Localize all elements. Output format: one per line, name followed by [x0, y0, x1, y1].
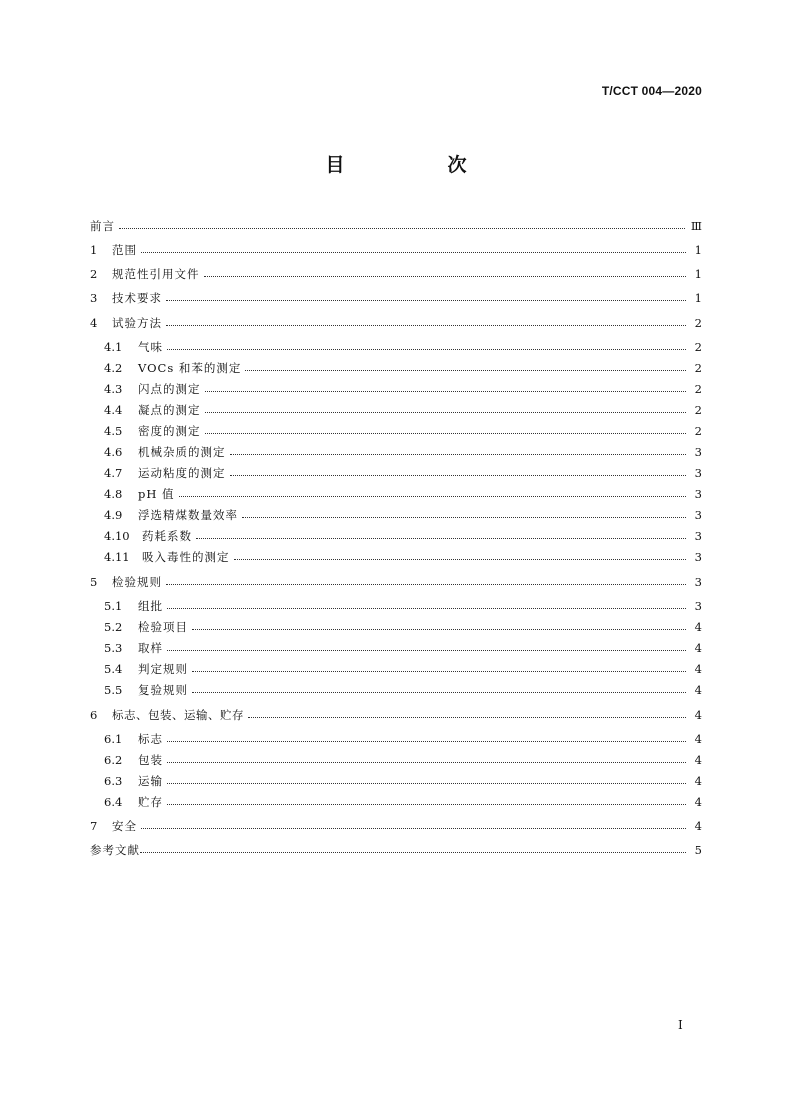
- toc-page: 4: [694, 620, 702, 634]
- toc-entry-3[interactable]: [90, 288, 702, 308]
- toc-number: 4.6: [104, 445, 123, 459]
- toc-label: VOCs 和苯的测定: [138, 361, 242, 375]
- toc-label: 规范性引用文件: [112, 267, 200, 281]
- toc-number: 4: [90, 316, 98, 330]
- toc-number: 4.9: [104, 508, 123, 522]
- toc-number: 7: [90, 819, 98, 833]
- dot-leader: [192, 629, 686, 630]
- dot-leader: [140, 852, 686, 853]
- toc-label: 凝点的测定: [138, 403, 201, 417]
- toc-number: 6: [90, 708, 98, 722]
- toc-page: 2: [694, 424, 702, 438]
- toc-page: 2: [694, 361, 702, 375]
- toc-entry-4[interactable]: [90, 313, 702, 333]
- toc-label: 检验规则: [112, 575, 162, 589]
- toc-number: 5.5: [104, 683, 123, 697]
- dot-leader: [167, 783, 686, 784]
- toc-entry-4-7[interactable]: [104, 463, 702, 483]
- toc-label: 标志: [138, 732, 163, 746]
- dot-leader: [166, 325, 686, 326]
- toc-entry-4-3[interactable]: [104, 379, 702, 399]
- toc-page: 2: [694, 403, 702, 417]
- toc-page: 1: [694, 267, 702, 281]
- toc-label: 闪点的测定: [138, 382, 201, 396]
- toc-entry-bibliography[interactable]: [90, 840, 702, 860]
- toc-number: 4.7: [104, 466, 123, 480]
- toc-entry-4-5[interactable]: [104, 421, 702, 441]
- dot-leader: [167, 804, 686, 805]
- dot-leader: [242, 517, 686, 518]
- toc-page: 4: [694, 774, 702, 788]
- dot-leader: [141, 828, 686, 829]
- dot-leader: [230, 454, 687, 455]
- toc-entry-6[interactable]: [90, 705, 702, 725]
- toc-page: 3: [694, 599, 702, 613]
- toc-label: 复验规则: [138, 683, 188, 697]
- dot-leader: [192, 671, 686, 672]
- toc-number: 5.3: [104, 641, 123, 655]
- toc-number: 5.1: [104, 599, 123, 613]
- toc-label: 气味: [138, 340, 163, 354]
- toc-entry-6-3[interactable]: [104, 771, 702, 791]
- dot-leader: [205, 412, 687, 413]
- dot-leader: [204, 276, 687, 277]
- toc-label: 参考文献: [90, 843, 140, 857]
- toc-number: 4.4: [104, 403, 123, 417]
- toc-page: 4: [694, 819, 702, 833]
- toc-label: 技术要求: [112, 291, 162, 305]
- toc-number: 6.1: [104, 732, 123, 746]
- toc-entry-1[interactable]: [90, 240, 702, 260]
- toc-page: 3: [694, 487, 702, 501]
- toc-page: 3: [694, 550, 702, 564]
- toc-entry-foreword[interactable]: [90, 216, 702, 236]
- toc-number: 6.4: [104, 795, 123, 809]
- toc-number: 1: [90, 243, 98, 257]
- toc-page: 4: [694, 795, 702, 809]
- toc-label: 前言: [90, 219, 115, 233]
- dot-leader: [167, 608, 686, 609]
- toc-number: 5.4: [104, 662, 123, 676]
- dot-leader: [196, 538, 686, 539]
- page-number: I: [678, 1018, 683, 1032]
- toc-page: 4: [694, 753, 702, 767]
- dot-leader: [234, 559, 687, 560]
- toc-label: 药耗系数: [142, 529, 192, 543]
- toc-label: 试验方法: [112, 316, 162, 330]
- toc-label: 运输: [138, 774, 163, 788]
- toc-page: 2: [694, 316, 702, 330]
- toc-entry-5-1[interactable]: [104, 596, 702, 616]
- toc-page: 3: [694, 466, 702, 480]
- toc-page: 3: [694, 445, 702, 459]
- toc-label: 检验项目: [138, 620, 188, 634]
- toc-page: 1: [694, 291, 702, 305]
- toc-number: 4.1: [104, 340, 123, 354]
- toc-entry-7[interactable]: [90, 816, 702, 836]
- dot-leader: [167, 650, 686, 651]
- toc-label: 包装: [138, 753, 163, 767]
- toc-entry-5[interactable]: [90, 572, 702, 592]
- toc-page: 4: [694, 641, 702, 655]
- toc-entry-4-1[interactable]: [104, 337, 702, 357]
- toc-page: 4: [694, 662, 702, 676]
- toc-number: 4.5: [104, 424, 123, 438]
- toc-entry-4-11[interactable]: [104, 547, 702, 567]
- toc-page: 2: [694, 382, 702, 396]
- toc-page: 3: [694, 508, 702, 522]
- toc-label: 贮存: [138, 795, 163, 809]
- toc-entry-4-8[interactable]: [104, 484, 702, 504]
- toc-page: 4: [694, 732, 702, 746]
- toc-page: 1: [694, 243, 702, 257]
- toc-number: 4.3: [104, 382, 123, 396]
- toc-number: 6.3: [104, 774, 123, 788]
- toc-label: 吸入毒性的测定: [142, 550, 230, 564]
- dot-leader: [179, 496, 686, 497]
- dot-leader: [205, 391, 687, 392]
- toc-page: 5: [694, 843, 702, 857]
- standard-code: T/CCT 004—2020: [601, 84, 702, 98]
- toc-entry-5-2[interactable]: [104, 617, 702, 637]
- toc-entry-6-2[interactable]: [104, 750, 702, 770]
- toc-label: 取样: [138, 641, 163, 655]
- dot-leader: [205, 433, 687, 434]
- toc-page: 4: [694, 708, 702, 722]
- toc-label: 浮选精煤数量效率: [138, 508, 238, 522]
- toc-entry-6-1[interactable]: [104, 729, 702, 749]
- toc-number: 5: [90, 575, 98, 589]
- dot-leader: [166, 300, 686, 301]
- toc-entry-4-6[interactable]: [104, 442, 702, 462]
- dot-leader: [192, 692, 686, 693]
- toc-page: 4: [694, 683, 702, 697]
- toc-number: 3: [90, 291, 98, 305]
- page-title: 目 次: [325, 154, 509, 176]
- toc-number: 4.8: [104, 487, 123, 501]
- toc-label: 范围: [112, 243, 137, 257]
- toc-page: 2: [694, 340, 702, 354]
- toc-label: 运动粘度的测定: [138, 466, 226, 480]
- toc-label: 安全: [112, 819, 137, 833]
- toc-label: 标志、包装、运输、贮存: [112, 708, 244, 722]
- dot-leader: [141, 252, 686, 253]
- dot-leader: [167, 762, 686, 763]
- toc-number: 6.2: [104, 753, 123, 767]
- dot-leader: [167, 741, 686, 742]
- toc-entry-5-5[interactable]: [104, 680, 702, 700]
- toc-entry-4-2[interactable]: [104, 358, 702, 378]
- toc-entry-4-10[interactable]: [104, 526, 702, 546]
- toc-label: pH 值: [138, 487, 175, 501]
- toc-label: 判定规则: [138, 662, 188, 676]
- dot-leader: [245, 370, 686, 371]
- toc-number: 4.11: [104, 550, 130, 564]
- toc-entry-6-4[interactable]: [104, 792, 702, 812]
- toc-label: 密度的测定: [138, 424, 201, 438]
- toc-label: 组批: [138, 599, 163, 613]
- dot-leader: [119, 228, 685, 229]
- dot-leader: [167, 349, 686, 350]
- toc-entry-2[interactable]: [90, 264, 702, 284]
- toc-entry-4-4[interactable]: [104, 400, 702, 420]
- dot-leader: [248, 717, 686, 718]
- dot-leader: [166, 584, 686, 585]
- toc-entry-5-3[interactable]: [104, 638, 702, 658]
- toc-page: 3: [694, 529, 702, 543]
- toc-entry-4-9[interactable]: [104, 505, 702, 525]
- dot-leader: [230, 475, 687, 476]
- toc-page: Ⅲ: [690, 219, 702, 233]
- toc-label: 机械杂质的测定: [138, 445, 226, 459]
- toc-number: 5.2: [104, 620, 123, 634]
- toc-entry-5-4[interactable]: [104, 659, 702, 679]
- toc-number: 4.2: [104, 361, 123, 375]
- toc-number: 2: [90, 267, 98, 281]
- toc-number: 4.10: [104, 529, 130, 543]
- toc-page: 3: [694, 575, 702, 589]
